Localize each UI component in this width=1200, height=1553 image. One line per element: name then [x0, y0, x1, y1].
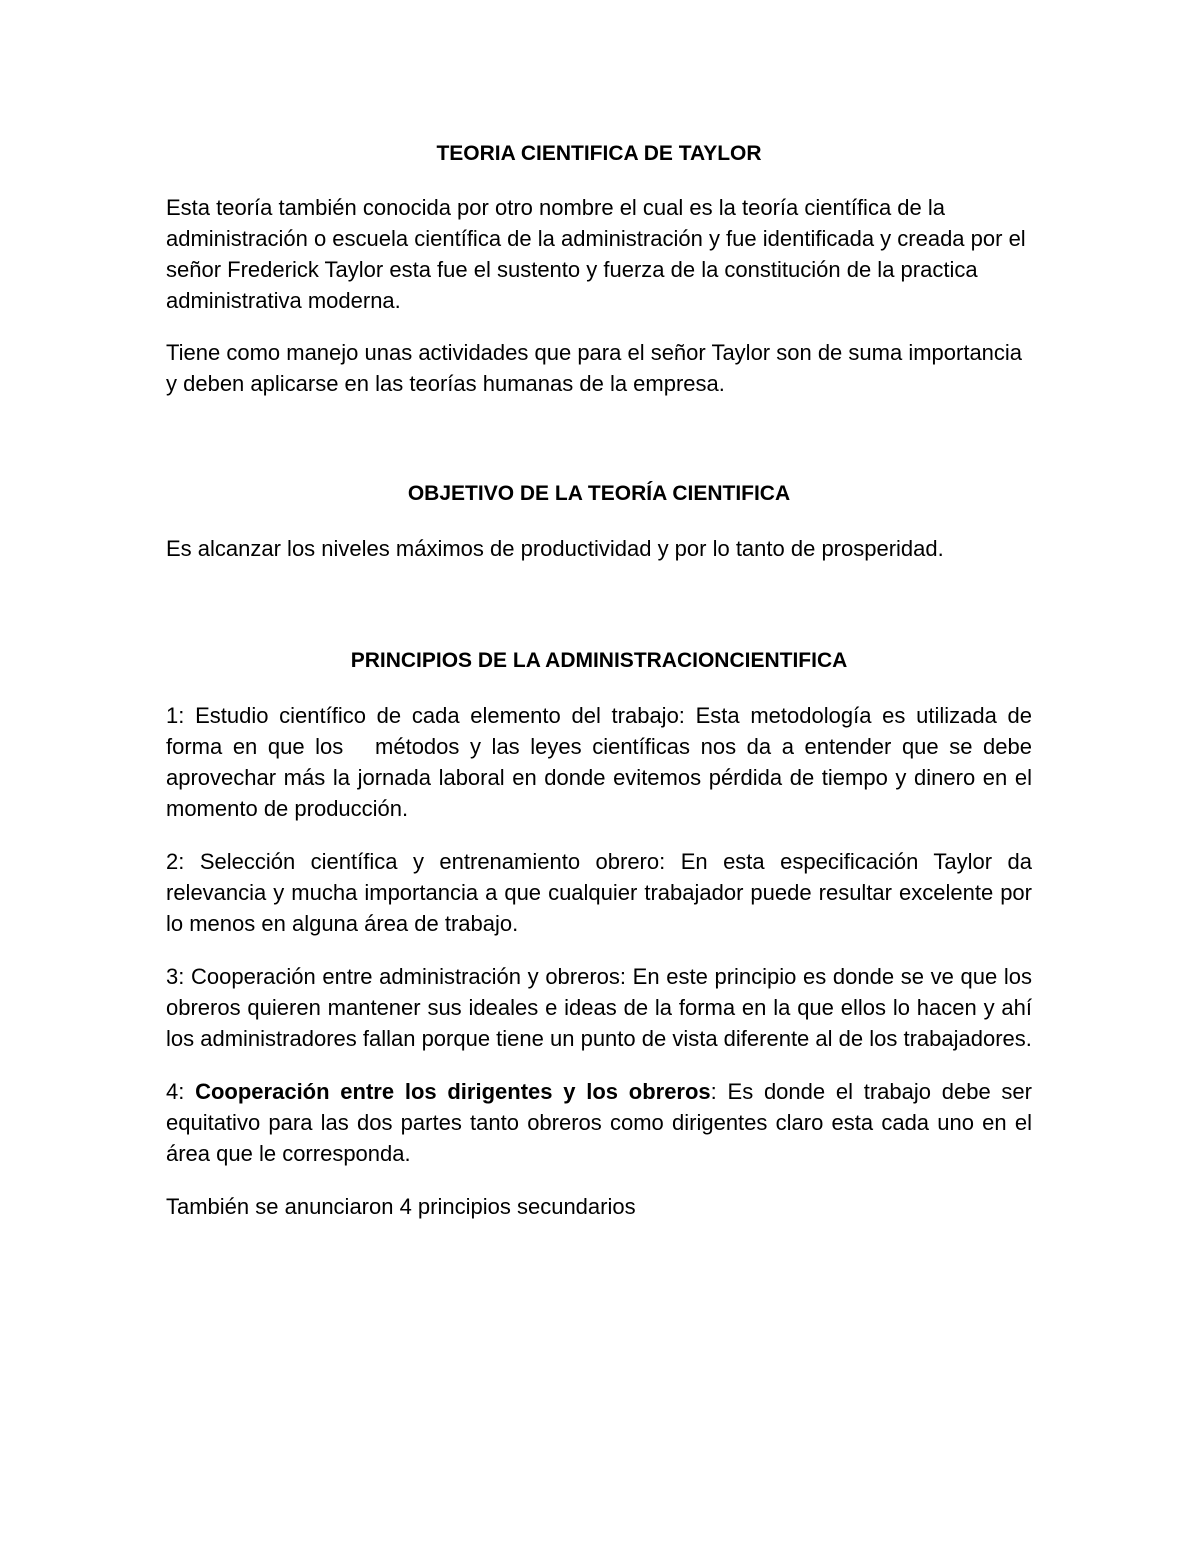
closing-text: También se anunciaron 4 principios secundarios [166, 1194, 636, 1219]
principle-number: 2: [166, 849, 200, 874]
principle-text: Selección científica y entrenamiento obrero: En esta especificación Taylor da relevancia y mucha importancia a que cualquier trabajador puede resultar excelente por lo menos en alguna área de trabajo. [166, 849, 1032, 936]
principle-number: 1: [166, 703, 196, 728]
intro-paragraph-1: Esta teoría también conocida por otro nombre el cual es la teoría científica de la administración o escuela científica de la administración y fue identificada y creada por el señor Frederick Taylor esta fue el sustento y fuerza de la constitución de la practica administrativa moderna. [166, 195, 1026, 313]
document-title: TEORIA CIENTIFICA DE TAYLOR [436, 142, 762, 165]
principle-text: : Es donde el trabajo debe ser equitativo para las dos partes tanto obreros como dirigentes claro esta cada uno en el área que le corresponda. [166, 1079, 1032, 1166]
principle-2 [166, 846, 1032, 939]
objective-heading: OBJETIVO DE LA TEORÍA CIENTIFICA [407, 482, 791, 505]
principle-4 [166, 1076, 1032, 1169]
intro-paragraph-2: Tiene como manejo unas actividades que para el señor Taylor son de suma importancia y deben aplicarse en las teorías humanas de la empresa. [166, 340, 1023, 396]
principle-number: 4: [166, 1079, 196, 1104]
principles-heading: PRINCIPIOS DE LA ADMINISTRACIONCIENTIFICA [350, 649, 848, 672]
principle-3 [166, 961, 1032, 1054]
objective-text: Es alcanzar los niveles máximos de productividad y por lo tanto de prosperidad. [166, 536, 944, 561]
principle-text: Estudio científico de cada elemento del trabajo: Esta metodología es utilizada de forma en que los métodos y las leyes científicas nos da a entender que se debe aprovechar más la jornada laboral en donde evitemos pérdida de tiempo y dinero en el momento de producción. [166, 703, 1039, 821]
principle-number: 3: [166, 964, 191, 989]
principle-1 [166, 700, 1039, 824]
principle-bold-title: Cooperación entre los dirigentes y los obreros [195, 1079, 711, 1104]
principle-text: Cooperación entre administración y obreros: En este principio es donde se ve que los obreros quieren mantener sus ideales e ideas de la forma en la que ellos lo hacen y ahí los administradores fallan porque tiene un punto de vista diferente al de los trabajadores. [166, 964, 1032, 1051]
document-body [166, 138, 1039, 1222]
